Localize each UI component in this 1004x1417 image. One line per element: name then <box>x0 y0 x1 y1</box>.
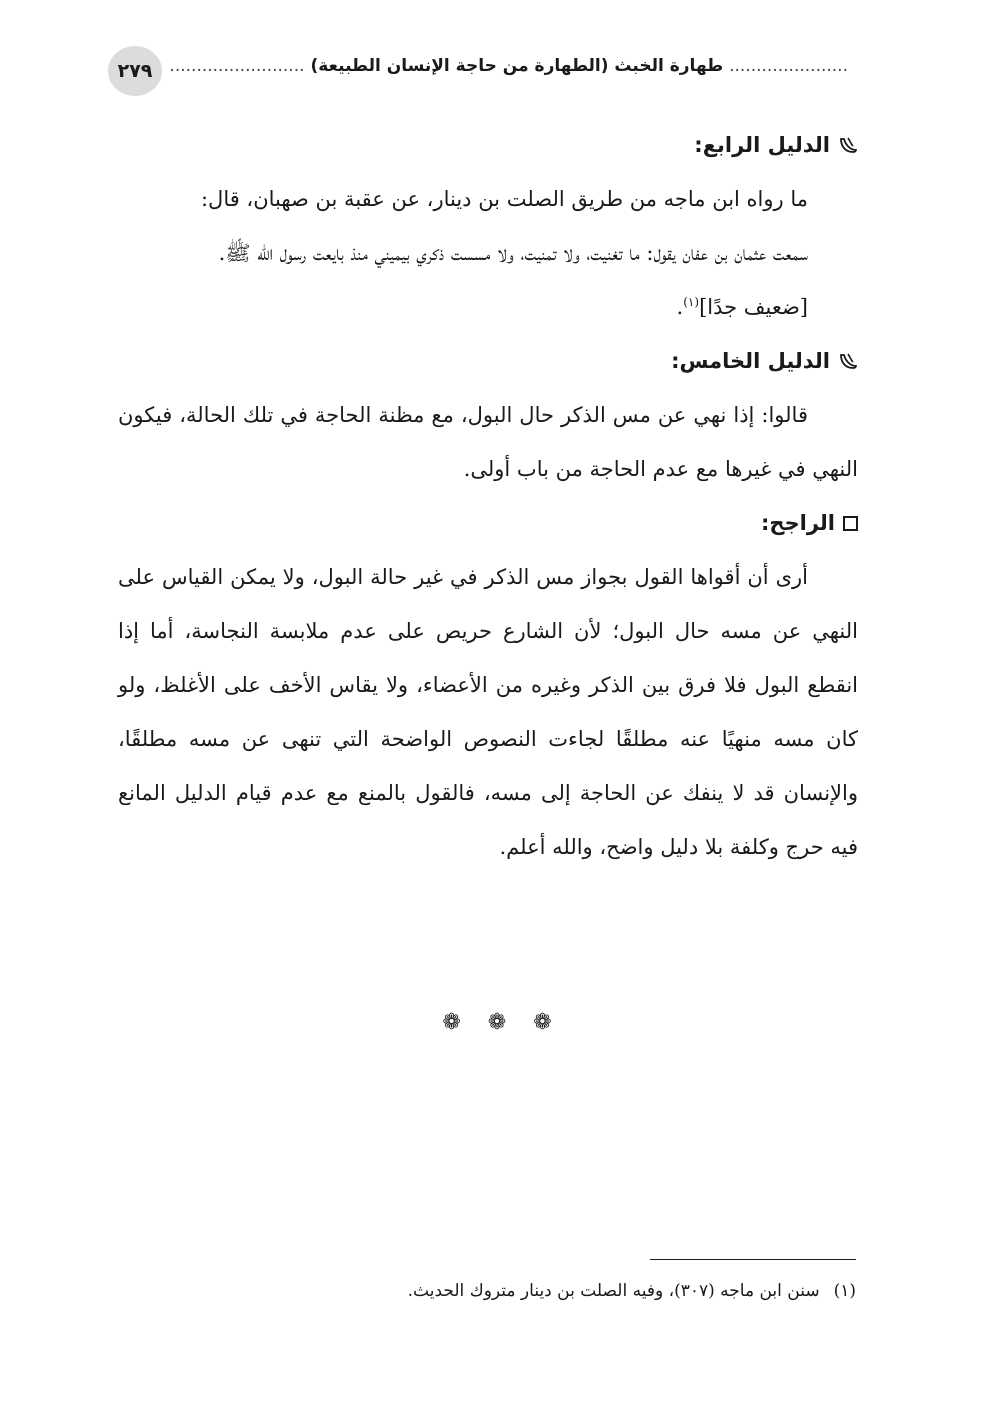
leaf-marker-icon <box>838 135 858 155</box>
heading-preferred-opinion <box>118 496 858 550</box>
leaf-marker-icon <box>838 351 858 371</box>
grade-label: [ضعيف جدًا] <box>699 295 808 319</box>
preferred-opinion-text: أرى أن أقواها القول بجواز مس الذكر في غير حالة البول، ولا يمكن القياس على النهي عن مسه حال البول؛ لأن الشارع حريص على عدم ملابسة النجاسة، أما إذا انقطع البول فلا فرق بين الذكر وغيره من الأعضاء، ولا يقاس الأخف على الأغلظ، ولو كان مسه منهيًا عنه مطلقًا لجاءت النصوص الواضحة التي تنهى عن مسه مطلقًا، والإنسان قد لا ينفك عن الحاجة إلى مسه، فالقول بالمنع مع عدم قيام الدليل المانع فيه حرج وكلفة بلا دليل واضح، والله أعلم. <box>118 565 858 859</box>
heading-text: الدليل الرابع: <box>694 133 830 157</box>
hadith-chain: ما رواه ابن ماجه من طريق الصلت بن دينار، عن عقبة بن صهبان، قال: <box>200 187 808 211</box>
heading-text: الدليل الخامس: <box>671 349 830 373</box>
running-title <box>169 56 848 76</box>
footnote-divider <box>650 1259 856 1260</box>
grade-end: . <box>676 295 684 319</box>
heading-fourth-evidence <box>118 118 858 172</box>
hadith-grade <box>118 280 858 334</box>
main-text <box>118 118 858 874</box>
header-dots-left: ......................... <box>169 56 305 76</box>
heading-fifth-evidence <box>118 334 858 388</box>
page-header <box>108 46 848 98</box>
fifth-evidence-text: قالوا: إذا نهي عن مس الذكر حال البول، مع مظنة الحاجة في تلك الحالة، فيكون النهي في غيرها مع عدم الحاجة من باب أولى. <box>118 403 858 481</box>
chapter-title: طهارة الخبث (الطهارة من حاجة الإنسان الطبيعة) <box>310 56 724 76</box>
page-number: ٢٧٩ <box>108 46 162 96</box>
footnote-text: سنن ابن ماجه (٣٠٧)، وفيه الصلت بن دينار متروك الحديث. <box>407 1281 820 1301</box>
footnote-reference[interactable]: (١) <box>683 295 700 309</box>
checkbox-square-icon <box>843 516 858 531</box>
footnote <box>408 1276 856 1306</box>
header-dots-right: ...................... <box>729 56 848 76</box>
footnote-number: (١) <box>833 1281 856 1301</box>
heading-text: الراجح: <box>760 511 835 535</box>
hadith-text: سمعت عثمان بن عفان يقول: ما تغنيت، ولا تمنيت، ولا مسست ذكري بيميني منذ بايعت رسول الله ﷺ. <box>218 241 808 265</box>
section-separator-icons: ❁ ❁ ❁ <box>442 1010 562 1035</box>
